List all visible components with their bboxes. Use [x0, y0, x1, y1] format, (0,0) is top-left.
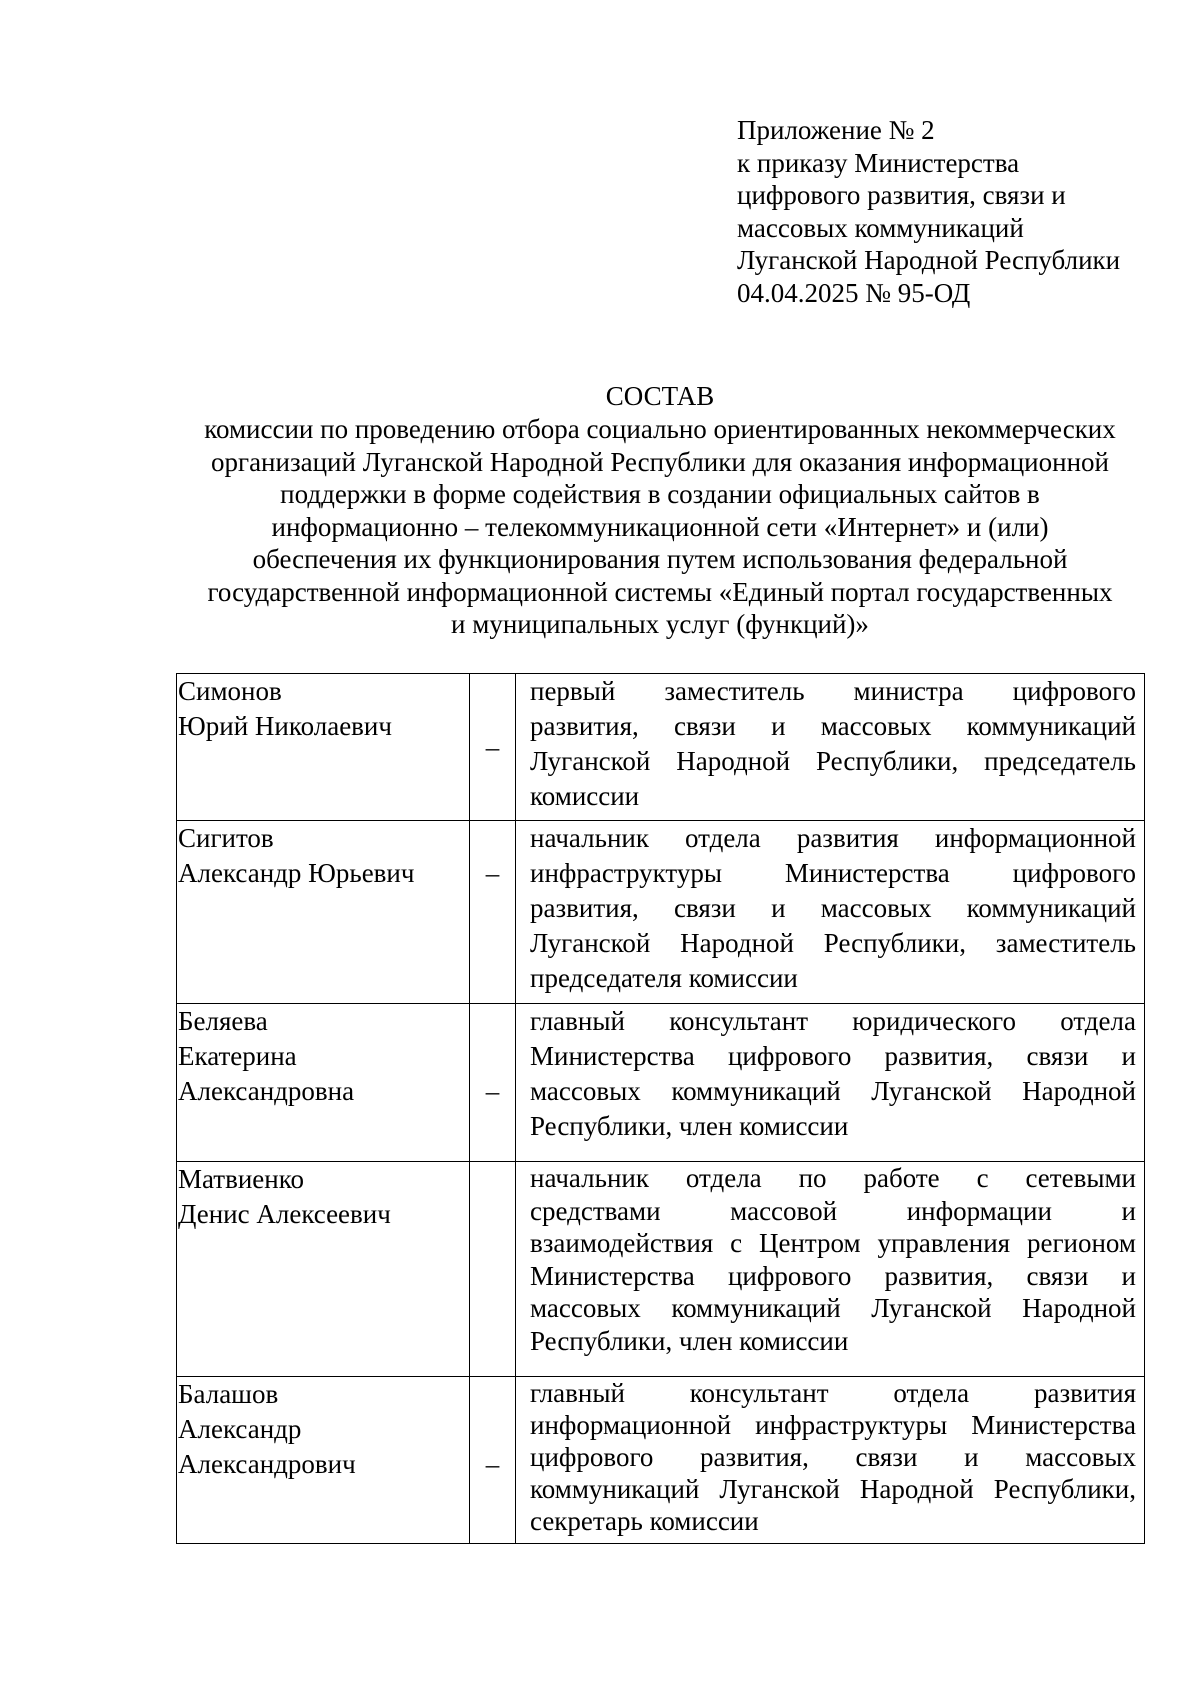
table-row — [177, 1004, 1145, 1162]
description-line: поддержки в форме содействия в создании официальных сайтов в — [280, 479, 1040, 509]
dash-cell: – — [470, 1004, 516, 1162]
appendix-line: Приложение № 2 — [737, 115, 935, 145]
dash-cell: – — [470, 674, 516, 821]
appendix-line: 04.04.2025 № 95-ОД — [737, 277, 971, 308]
member-role-line: инфраструктуры Министерства цифрового — [530, 858, 1136, 888]
member-role-line: главный консультант отдела развития — [530, 1378, 1136, 1408]
member-role-cell — [516, 821, 1145, 1004]
member-role-line: секретарь комиссии — [530, 1506, 759, 1536]
member-role-line: начальник отдела по работе с сетевыми — [530, 1163, 1136, 1193]
description-line: обеспечения их функционирования путем использования федеральной — [252, 544, 1068, 574]
member-name-line: Денис Алексеевич — [178, 1199, 391, 1229]
member-role-line: Министерства цифрового развития, связи и — [530, 1260, 1136, 1291]
member-name-line: Юрий Николаевич — [178, 711, 392, 741]
appendix-block — [737, 114, 1177, 309]
member-role-line: председателя комиссии — [530, 963, 798, 993]
member-role-line: первый заместитель министра цифрового — [530, 676, 1136, 706]
member-role-line: Республики, член комиссии — [530, 1325, 849, 1356]
member-role-line: информационной инфраструктуры Министерства — [530, 1410, 1136, 1440]
member-role-line: взаимодействия с Центром управления регионом — [530, 1228, 1136, 1258]
member-role-line: развития, связи и массовых коммуникаций — [530, 711, 1136, 741]
member-role-line: начальник отдела развития информационной — [530, 823, 1136, 853]
member-role-line: комиссии — [530, 781, 640, 811]
member-role-cell — [516, 1162, 1145, 1377]
member-name-cell — [177, 674, 470, 821]
description-line: и муниципальных услуг (функций)» — [451, 609, 869, 639]
member-name-line: Александровна — [178, 1076, 355, 1106]
description-line: информационно – телекоммуникационной сети «Интернет» и (или) — [271, 511, 1049, 542]
member-role-line: Министерства цифрового развития, связи и — [530, 1041, 1136, 1071]
member-role-line: развития, связи и массовых коммуникаций — [530, 893, 1136, 923]
member-role-cell — [516, 1004, 1145, 1162]
description-line: государственной информационной системы «Единый портал государственных — [207, 576, 1113, 607]
member-name-cell — [177, 1162, 470, 1377]
member-name-cell — [177, 1377, 470, 1544]
dash-cell — [470, 1162, 516, 1377]
member-role-line: Республики, член комиссии — [530, 1111, 849, 1141]
appendix-line: цифрового развития, связи и — [737, 180, 1066, 210]
member-name-line: Екатерина — [178, 1041, 297, 1071]
appendix-line: массовых коммуникаций — [737, 212, 1024, 243]
member-name-line: Александр Юрьевич — [178, 858, 415, 888]
table-row — [177, 1162, 1145, 1377]
member-role-line: цифрового развития, связи и массовых — [530, 1442, 1136, 1472]
member-role-cell — [516, 674, 1145, 821]
member-name-line: Александр — [178, 1414, 302, 1444]
description-line: организаций Луганской Народной Республики для оказания информационной — [211, 446, 1109, 477]
dash-cell: – — [470, 821, 516, 1004]
member-role-line: коммуникаций Луганской Народной Республики, — [530, 1474, 1136, 1504]
member-name-line: Сигитов — [178, 823, 274, 853]
table-row — [177, 821, 1145, 1004]
member-role-line: Луганской Народной Республики, председатель — [530, 746, 1136, 776]
member-name-line: Александрович — [178, 1449, 356, 1479]
member-name-cell — [177, 821, 470, 1004]
document-description — [150, 413, 1170, 641]
table-row — [177, 674, 1145, 821]
table-row — [177, 1377, 1145, 1544]
member-role-cell — [516, 1377, 1145, 1544]
member-role-line: средствами массовой информации и — [530, 1195, 1136, 1226]
member-name-line: Матвиенко — [178, 1164, 304, 1194]
member-role-line: Луганской Народной Республики, заместитель — [530, 928, 1136, 958]
appendix-line: Луганской Народной Республики — [737, 245, 1121, 275]
member-role-line: главный консультант юридического отдела — [530, 1006, 1136, 1036]
document-title: СОСТАВ — [605, 381, 715, 411]
member-name-line: Беляева — [178, 1006, 268, 1036]
member-role-line: массовых коммуникаций Луганской Народной — [530, 1076, 1136, 1106]
member-role-line: массовых коммуникаций Луганской Народной — [530, 1293, 1136, 1323]
appendix-line: к приказу Министерства — [737, 147, 1020, 178]
members-table — [176, 673, 1145, 1544]
member-name-line: Балашов — [178, 1379, 279, 1409]
dash-cell: – — [470, 1377, 516, 1544]
member-name-line: Симонов — [178, 676, 282, 706]
description-line: комиссии по проведению отбора социально ориентированных некоммерческих — [204, 414, 1116, 444]
member-name-cell — [177, 1004, 470, 1162]
